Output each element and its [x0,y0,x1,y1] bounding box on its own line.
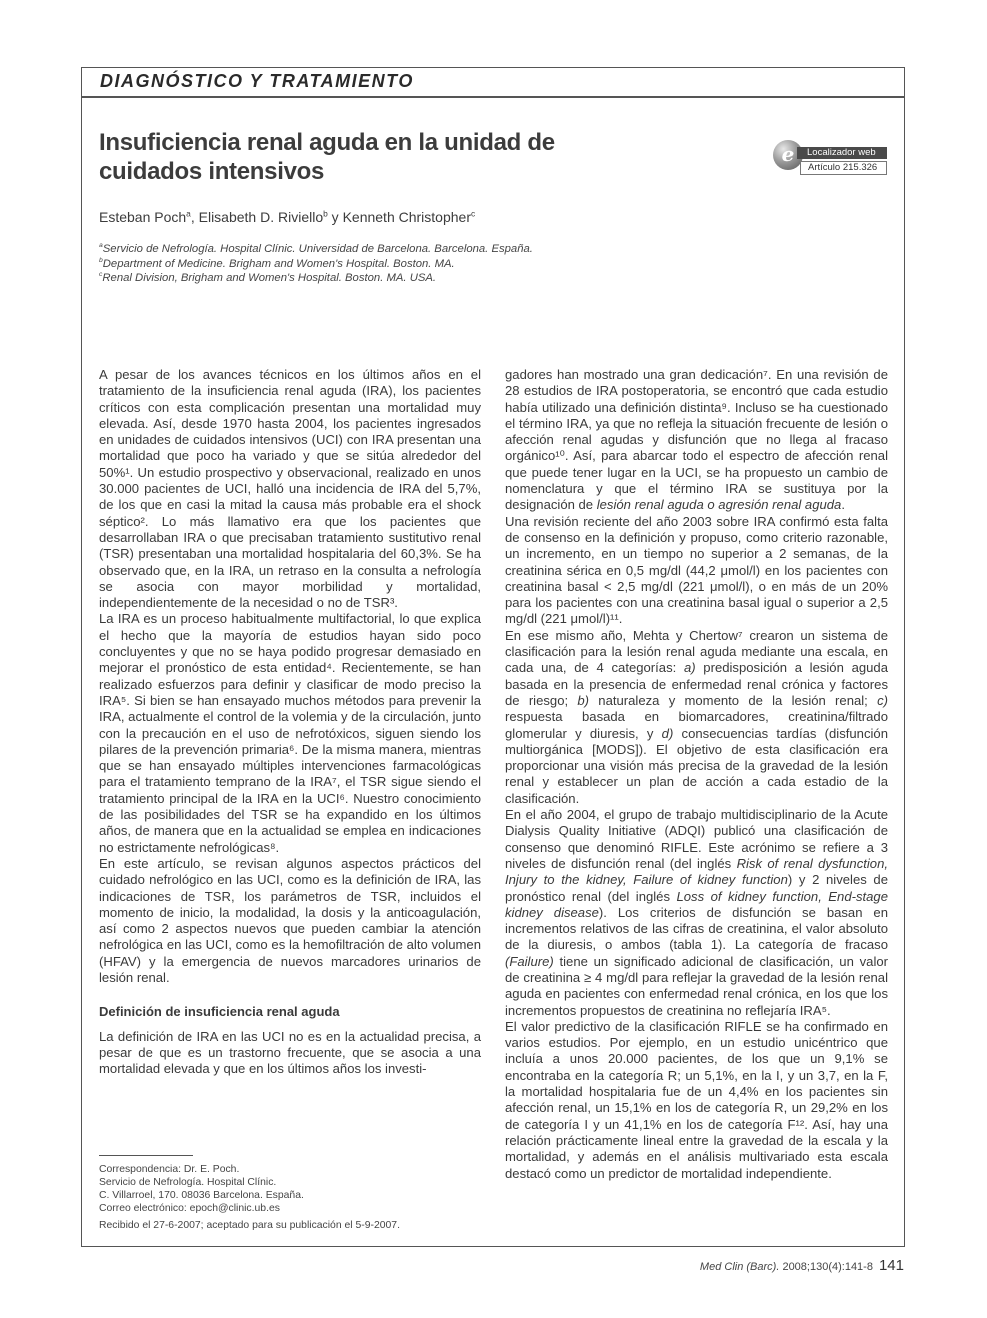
text-run: predisposición a lesión aguda basada en la presencia de enfermedad renal crónica y factores de riesgo; [505,660,888,708]
affiliation-line [99,271,533,286]
web-locator-badge[interactable] [773,140,888,178]
affiliation-line [99,242,533,257]
affiliation-text: Renal Division, Brigham and Women's Hospital. Boston. MA. USA. [102,272,437,284]
globe-e-icon: e [773,140,803,170]
text-run: En el año 2004, el grupo de trabajo multidisciplinario de la Acute Dialysis Quality Initiative (ADQI) publicó una clasificación de consenso que denominó RIFLE. Este acrónimo se refiere a 3 niveles de disfunción renal (del inglés [505,807,888,871]
paragraph [505,807,888,1019]
journal-citation: 2008;130(4):141-8 [779,1261,873,1273]
paragraph [505,367,888,514]
badge-article-number: Artículo 215.326 [800,161,887,175]
italic-run: a) [683,660,696,676]
badge-label: Localizador web [797,147,887,159]
italic-run: Risk of renal dysfunction, Injury to the kidney, Failure of kidney function [505,855,888,888]
paragraph: El valor predictivo de la clasificación RIFLE se ha confirmado en varios estudios. Por ejemplo, en un estudio unicéntrico que incluía a unos 20.000 pacientes, de los que un 9,1% se encontraba en la categoría R; un 5,1%, en la I, y un 3,7, en la F, la mortalidad hospitalaria fue de un 4,4% en los pacientes sin afección renal, un 15,1% en los de categoría R, un 29,2% en los de categoría I y un 41,1% en los de categoría F¹². Así, hay una relación prácticamente lineal entre la gravedad de la escala y la mortalidad, y además en el análisis multivariado esta escala destacó como un predictor de mortalidad independiente. [505,1018,888,1181]
author-name: Elisabeth D. Riviello [198,209,324,225]
subsection-heading: Definición de insuficiencia renal aguda [99,1004,340,1020]
author-list [99,209,475,225]
text-run: gadores han mostrado una gran dedicación⁷. En una revisión de 28 estudios de IRA postoperatoria, se encontró que cada estudio había utilizado una definición distinta⁹. Incluso se ha cuestionado el término IRA, ya que no refleja la situación frecuente de lesión o afección renal agudas y disfunción que no llega al fracaso orgánico¹⁰. Así, para abarcar todo el espectro de afección renal que puede tener lugar en la UCI, se ha propuesto un cambio de nomenclatura y que el término IRA se sustituya por la designación de [505,367,888,513]
italic-run: (Failure) [505,953,554,969]
section-rule [81,96,905,98]
journal-footer [700,1257,904,1274]
italic-run: lesión renal aguda o agresión renal aguda [596,497,842,513]
author-sup: c [471,208,476,219]
text-run: . [841,497,845,513]
paragraph [505,628,888,807]
affiliation-sup: a [99,242,103,250]
body-column-right [505,367,888,1182]
received-dates: Recibido el 27-6-2007; aceptado para su publicación el 5-9-2007. [99,1220,400,1231]
paragraph: La definición de IRA en las UCI no es en la actualidad precisa, a pesar de que es un trastorno frecuente, que se asocia a una mortalidad elevada y que en los últimos años los investi- [99,1028,481,1077]
italic-run: Loss of kidney function, End-stage kidney disease [505,888,889,920]
body-column-left [99,367,481,1077]
italic-run: d) [661,725,674,741]
affiliation-text: Department of Medicine. Brigham and Women's Hospital. Boston. MA. [102,257,455,270]
paragraph: En este artículo, se revisan algunos aspectos prácticos del cuidado nefrológico en las UCI, como es la definición de IRA, las indicaciones de TSR, los parámetros de TSR, incluidos el momento de inicio, la modalidad, la dosis y la anticoagulación, así como 2 aspectos nuevos que pueden cambiar la atención nefrológica en las UCI, como es la hemofiltración de alto volumen (HFAV) y la emergencia de nuevos marcadores urinarios de lesión renal. [99,855,481,985]
correspondence-block [99,1163,304,1215]
text-run: tiene un significado adicional de clasificación, un valor de creatinina ≥ 4 mg/dl para reflejar la gravedad de la lesión renal aguda en pacientes con enfermedad renal crónica, en los que los incrementos propuestos de creatinina no reflejaría IRA⁵. [505,953,888,1018]
author-name: Esteban Poch [99,209,187,225]
paragraph: La IRA es un proceso habitualmente multifactorial, lo que explica el hecho que la mayoría de estudios hayan sido poco concluyentes y que no se haya podido progresar demasiado en mejorar el pronóstico de esta entidad⁴. Recientemente, se han realizado esfuerzos para definir y clasificar de modo preciso la IRA⁵. Si bien se han ensayado muchos métodos para prevenir la IRA, actualmente el control de la volemia y de la circulación, junto con la precaución en el uso de nefrotóxicos, siguen siendo los pilares de la prevención primaria⁶. De la misma manera, mientras que se han ensayado múltiples intervenciones farmacológicas para el tratamiento temprano de la IRA⁷, el TSR sigue siendo el tratamiento principal de la IRA en la UCI⁶. Nuestro conocimiento de las posibilidades del TSR se ha expandido en los últimos años, de manera que en la actualidad se emplea en indicaciones no estrictamente nefrológicas⁸. [99,611,481,855]
correspondence-email[interactable]: Correo electrónico: epoch@clinic.ub.es [99,1203,280,1214]
text-run: ). Los criterios de disfunción se basan en incrementos relativos de las cifras de creatinina, el valor absoluto de la diuresis, o ambos (tabla 1). La categoría de fracaso [505,904,888,953]
author-separator: y [327,209,343,225]
correspondence-line: C. Villarroel, 170. 08036 Barcelona. España. [99,1190,304,1201]
paragraph: A pesar de los avances técnicos en los últimos años en el tratamiento de la insuficiencia renal aguda (IRA), los pacientes críticos con esta complicación presentan una mortalidad muy elevada. Así, desde 1970 hasta 2004, los pacientes ingresados en unidades de cuidados intensivos (UCI) con IRA presentan una mortalidad que poco ha variado y que se sitúa alrededor del 50%¹. Un estudio prospectivo y observacional, realizado en unos 30.000 pacientes de UCI, halló una incidencia de IRA del 5,7%, de los que en casi la mitad la causa más probable era el shock séptico². Lo más llamativo era que los pacientes que desarrollaban IRA o que precisaban tratamiento sustitutivo renal (TSR) presentaban una mortalidad hospitalaria del 60,3%. Se ha observado que, en la IRA, un retraso en la consulta a nefrología se asocia con mayor morbilidad y mortalidad, independientemente de la necesidad o no de TSR³. [99,367,481,611]
italic-run: b) [577,692,590,708]
text-run: naturaleza y momento de la lesión renal; [589,692,878,708]
affiliation-sup: c [99,271,103,279]
text-run: En ese mismo año, Mehta y Chertow⁷ crearon un sistema de clasificación para la lesión renal aguda mediante una escala, en cada una, de 4 categorías: [505,627,888,676]
text-run: consecuencias tardías (disfunción multiorgánica [MODS]). El objetivo de esta clasificación era proporcionar una visión más precisa de la gravedad de la lesión renal y establecer un plan de acción a cada estadio de la clasificación. [505,725,888,806]
affiliation-line [99,257,533,272]
affiliations [99,242,533,286]
text-run: ) y 2 niveles de pronóstico renal (del inglés [505,872,888,904]
page-number: 141 [878,1257,904,1274]
journal-name: Med Clin (Barc). [699,1261,780,1273]
correspondence-line: Servicio de Nefrología. Hospital Clínic. [99,1177,277,1188]
author-separator: , [190,209,199,225]
article-title: Insuficiencia renal aguda en la unidad de cuidados intensivos [99,129,555,185]
italic-run: c) [877,692,888,708]
affiliation-sup: b [99,256,103,264]
author-sup: a [186,208,191,219]
author-name: Kenneth Christopher [342,209,471,225]
text-run: respuesta basada en biomarcadores, creatinina/filtrado glomerular y diuresis, y [505,709,888,741]
section-label: DIAGNÓSTICO Y TRATAMIENTO [100,71,414,91]
paragraph: Una revisión reciente del año 2003 sobre IRA confirmó esta falta de consenso en la definición y propuso, como criterio razonable, un incremento, en un tiempo no superior a 2 semanas, de la creatinina sérica en 0,5 mg/dl (44,2 μmol/l) en los pacientes con creatinina basal < 2,5 mg/dl (221 μmol/l), o en más de un 20% para los pacientes con una creatinina basal igual o superior a 2,5 mg/dl (221 μmol/l)¹¹. [505,513,888,627]
author-sup: b [323,208,328,219]
footnote-rule [99,1155,193,1156]
affiliation-text: Servicio de Nefrología. Hospital Clínic. Universidad de Barcelona. Barcelona. España. [102,243,533,255]
correspondence-line: Correspondencia: Dr. E. Poch. [99,1164,240,1175]
